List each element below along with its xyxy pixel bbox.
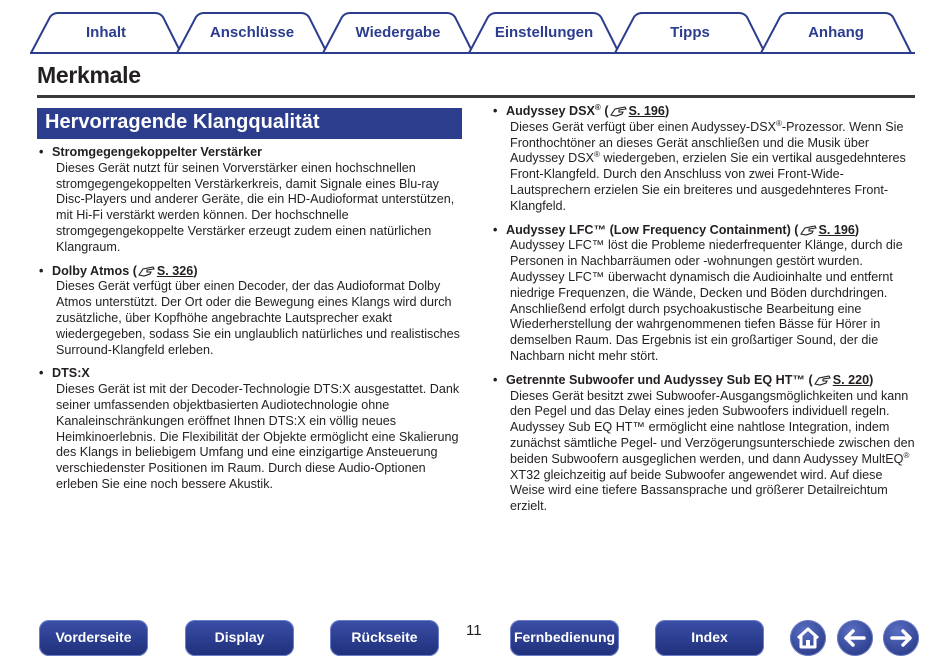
feature-heading <box>491 104 919 120</box>
nav-remote-control-button[interactable]: Fernbedienung <box>510 620 619 656</box>
tab-baseline <box>30 52 915 54</box>
feature-text: Dieses Gerät verfügt über einen Decoder, der das Audioformat Dolby Atmos unterstützt. Der Ort oder die Bewegung eines Klangs wird durch zusätzliche, über Kopfhöhe angebrachte Lautsprecher exakt wiedergegeben, sodass Sie ein unglaublich natürliches und realistisches Surround-Klangfeld erleben. <box>56 279 460 357</box>
text-run: XT32 gleichzeitig auf beide Subwoofer angewendet wird. Auf diese Weise wird eine tiefere Bassansprache und größerer Detailreichtum erzielt. <box>510 467 888 514</box>
tab-wiedergabe[interactable] <box>322 12 474 54</box>
top-tab-bar <box>30 12 920 54</box>
feature-text: Dieses Gerät ist mit der Decoder-Technologie DTS:X ausgestattet. Dank seiner umfassenden objektbasierten Audiotechnologie ohne Kanaleinschränkungen eröffnet Ihnen DTS:X ein völlig neues Heimkinoerlebnis. Die Flexibilität der Objekte ermöglicht eine Skalierung des Klangs in beliebigem Umfang und eine einzigartige Ansteuerung verschiedenster Positionen im Raum. Durch diese Audio-Optionen erleben Sie eine noch bessere Akustik. <box>56 382 460 491</box>
page-reference-link[interactable]: S. 220 <box>832 372 870 387</box>
tab-label: Anschlüsse <box>209 24 295 41</box>
nav-index-button[interactable]: Index <box>655 620 764 656</box>
registered-mark: ® <box>594 150 600 160</box>
nav-display-button[interactable]: Display <box>185 620 294 656</box>
page-reference-link[interactable]: S. 196 <box>818 222 855 237</box>
feature-heading: • DTS:X <box>37 366 465 382</box>
back-button[interactable] <box>837 620 873 656</box>
feature-text <box>491 120 919 215</box>
registered-mark: ® <box>594 102 601 112</box>
right-column <box>491 104 919 523</box>
home-icon <box>790 620 826 656</box>
page-reference[interactable]: ( S. 326) <box>132 263 198 278</box>
feature-item <box>491 373 919 515</box>
pointing-hand-icon <box>800 223 818 236</box>
feature-item <box>491 223 919 365</box>
home-button[interactable] <box>790 620 826 656</box>
section-title: Hervorragende Klangqualität <box>45 111 320 133</box>
feature-item <box>491 104 919 215</box>
text-run: Audyssey Sub EQ HT™ ermöglicht eine nahtlose Integration, indem zunächst sämtliche Pegel- und Verzögerungsunterschiede zwischen den beiden Subwoofern ausgeglichen werden, und dann Audyssey MultEQ <box>510 420 915 466</box>
tab-label: Wiedergabe <box>355 24 441 41</box>
feature-heading <box>491 373 919 389</box>
page-reference-link[interactable]: S. 196 <box>628 104 665 118</box>
arrow-left-icon <box>837 620 873 656</box>
feature-heading-text: Audyssey DSX <box>506 104 595 118</box>
feature-text: Audyssey LFC™ löst die Probleme niederfrequenter Klänge, durch die Personen in Nachbarräumen oder -wohnungen gestört wurden. Audyssey LFC™ überwacht dynamisch die Audioinhalte und entfernt niedrige Frequenzen, die Wände, Decken und Böden durchdringen. Anschließend erfolgt durch psychoakustische Bearbeitung eine Wiederherstellung der wahrgenommenen tiefen Bässe für Hörer in demselben Raum. Das Ergebnis ist ein großartiger Sound, der die Nachbarn nicht mehr stört. <box>510 238 903 363</box>
registered-mark: ® <box>903 450 910 460</box>
page-reference-link[interactable]: S. 326 <box>156 263 194 278</box>
nav-front-panel-button[interactable]: Vorderseite <box>39 620 148 656</box>
feature-heading <box>491 223 919 239</box>
tab-inhalt[interactable] <box>30 12 182 54</box>
feature-text <box>491 389 919 515</box>
text-paragraph <box>510 420 919 515</box>
title-divider <box>37 95 915 98</box>
tab-label: Inhalt <box>86 24 126 41</box>
feature-heading: • Stromgegengekoppelter Verstärker <box>37 145 465 161</box>
feature-item <box>37 264 465 359</box>
page-reference[interactable]: ( S. 196) <box>604 104 670 118</box>
feature-item <box>37 366 465 492</box>
page-reference[interactable]: ( S. 220) <box>808 372 874 387</box>
feature-item <box>37 145 465 256</box>
feature-heading-text: Dolby Atmos <box>52 263 130 278</box>
tab-label: Tipps <box>670 24 710 41</box>
registered-mark: ® <box>776 118 782 128</box>
page-reference[interactable]: ( S. 196) <box>794 222 860 237</box>
section-header <box>37 108 462 139</box>
feature-heading-text: Getrennte Subwoofer und Audyssey Sub EQ HT™ <box>506 372 806 387</box>
pointing-hand-icon <box>610 104 628 117</box>
left-column <box>37 145 465 501</box>
arrow-right-icon <box>883 620 919 656</box>
page-number: 11 <box>466 622 482 639</box>
pointing-hand-icon <box>138 264 156 277</box>
text-run: Dieses Gerät verfügt über einen Audyssey-DSX <box>510 119 776 134</box>
tab-anhang[interactable] <box>760 12 912 54</box>
feature-heading <box>37 264 465 280</box>
feature-heading-text: Audyssey LFC™ (Low Frequency Containment) <box>506 222 791 237</box>
feature-text: Dieses Gerät nutzt für seinen Vorverstärker einen hochschnellen stromgegengekoppelten Verstärkerkreis, damit Signale eines Blu-ray Disc-Players und anderer Geräte, die ein HD-Audioformat unterstützen, mit Hi-Fi verstärkt werden können. Der hochschnelle stromgegengekoppelte Verstärker erzeugt zudem einen natürlichen Klangraum. <box>56 160 455 254</box>
text-paragraph: Dieses Gerät besitzt zwei Subwoofer-Ausgangsmöglichkeiten und kann den Pegel und das Delay eines jeden Subwoofers individuell regeln. <box>510 388 909 419</box>
forward-button[interactable] <box>883 620 919 656</box>
tab-einstellungen[interactable] <box>468 12 620 54</box>
tab-label: Einstellungen <box>494 24 594 41</box>
nav-rear-panel-button[interactable]: Rückseite <box>330 620 439 656</box>
text-run: -Prozessor. Wenn Sie Fronthochtöner an dieses Gerät anschließen und die Musik über Audyssey DSX <box>510 119 904 166</box>
pointing-hand-icon <box>814 373 832 386</box>
tab-tipps[interactable] <box>614 12 766 54</box>
text-run: wiedergeben, erzielen Sie ein vertikal ausgedehnteres Front-Klangfeld. Durch den Anschluss von zwei Front-Wide-Lautsprechern erzielen Sie ein breiteres und ausgedehnteres Front-Klangfeld. <box>510 151 906 213</box>
tab-anschluesse[interactable] <box>176 12 328 54</box>
tab-label: Anhang <box>808 24 864 41</box>
page-title: Merkmale <box>37 62 141 88</box>
